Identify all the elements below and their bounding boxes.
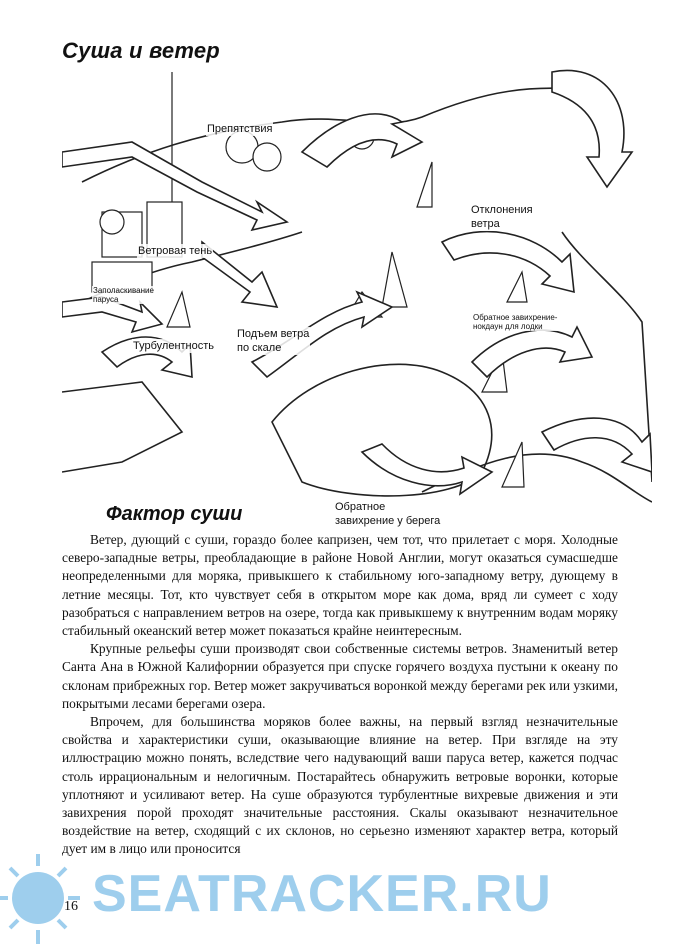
sailboat-1 (417, 162, 432, 207)
paragraph-3: Впрочем, для большинства моряков более важны, на первый взгляд незначительные свойства и характеристики суши, оказывающие влияние на ветер. При взгляде на эту иллюстрацию можно понять, вследствие чего надувающий ваши паруса ветер, кажется подчас столь иррациональным и нелогичным. Постарайтесь обнаружить ветровые воронки, которые уплотняют и усиливают ветер. На суше образуются турбулентные вихревые движения и эти завихрения порой проходят значительные расстояния. Скалы оказывают незначительное воздействие на ветер, сходящий с их склонов, но серьезно изменяют характер ветра, который дует им в лицо или проносится (62, 714, 618, 857)
paragraph-2: Крупные рельефы суши производят свои собственные системы ветров. Знаменитый ветер Санта Ана в Южной Калифорнии образуется при спуске горячего воздуха пустыни к океану по склонам прибрежных гор. Ветер может закручиваться воронкой между берегами рек или узкими, покрытыми лесами берегами озера. (62, 641, 618, 711)
label-reverse-eddy-line2: нокдаун для лодки (473, 322, 543, 331)
section-title: Фактор суши (102, 503, 246, 526)
tree-4 (100, 210, 124, 234)
label-reverse-eddy (472, 313, 558, 331)
page-number: 16 (64, 899, 78, 914)
label-turbulence: Турбулентность (133, 340, 215, 352)
label-cliff-lift (236, 327, 310, 355)
wind-arrow-shore-eddy (362, 444, 492, 494)
label-flapping-sails-line1: Заполаскивание (93, 286, 154, 295)
label-shore-eddy-line1: Обратное (335, 501, 386, 513)
label-wind-shadow: Ветровая тень (138, 245, 213, 257)
tree-2 (253, 143, 281, 171)
wind-arrow-right-curve (442, 232, 574, 292)
paragraph-1: Ветер, дующий с суши, гораздо более капризен, чем тот, что прилетает с моря. Холодные северо-западные ветры, преобладающие в районе Новой Англии, могут оказаться сумасшедше неопределенными для моряка, привыкшего к стабильному юго-западному ветру, дующему в летние месяцы. Тот, кто чувствует себя в открытом море как дома, вряд ли сумеет с ходу разобраться с направлением ветров на озере, тогда как привыкшему к внутренним водам моряку стабильный океанский ветер может показаться крайне неинтересным. (62, 532, 618, 639)
wind-arrow-reverse-eddy (472, 327, 592, 377)
label-flapping-sails-line2: паруса (93, 295, 119, 304)
wind-arrow-center (202, 242, 277, 307)
label-wind-deflection-line1: Отклонения (471, 204, 533, 216)
wind-arrow-bottom-right (542, 418, 652, 472)
label-obstacles: Препятствия (207, 123, 273, 135)
label-reverse-eddy-line1: Обратное завихрение- (473, 313, 558, 322)
page-title: Суша и ветер (62, 38, 220, 63)
sailboat-4 (167, 292, 190, 327)
sailboat-6 (502, 442, 524, 487)
left-pier (62, 382, 182, 472)
label-shore-eddy-line2: завихрение у берега (335, 515, 441, 527)
label-wind-deflection-line2: ветра (471, 218, 500, 230)
wind-arrow-top-right (552, 70, 632, 187)
label-flapping-sails (92, 286, 155, 304)
label-cliff-lift-line1: Подъем ветра (237, 328, 310, 340)
sailboat-2 (382, 252, 407, 307)
sailboat-7 (507, 272, 527, 302)
body-text (62, 531, 618, 859)
label-cliff-lift-line2: по скале (237, 342, 282, 354)
label-shore-eddy (334, 500, 441, 528)
label-wind-deflection (470, 203, 534, 231)
watermark-text: SEATRACKER.RU (92, 865, 552, 923)
